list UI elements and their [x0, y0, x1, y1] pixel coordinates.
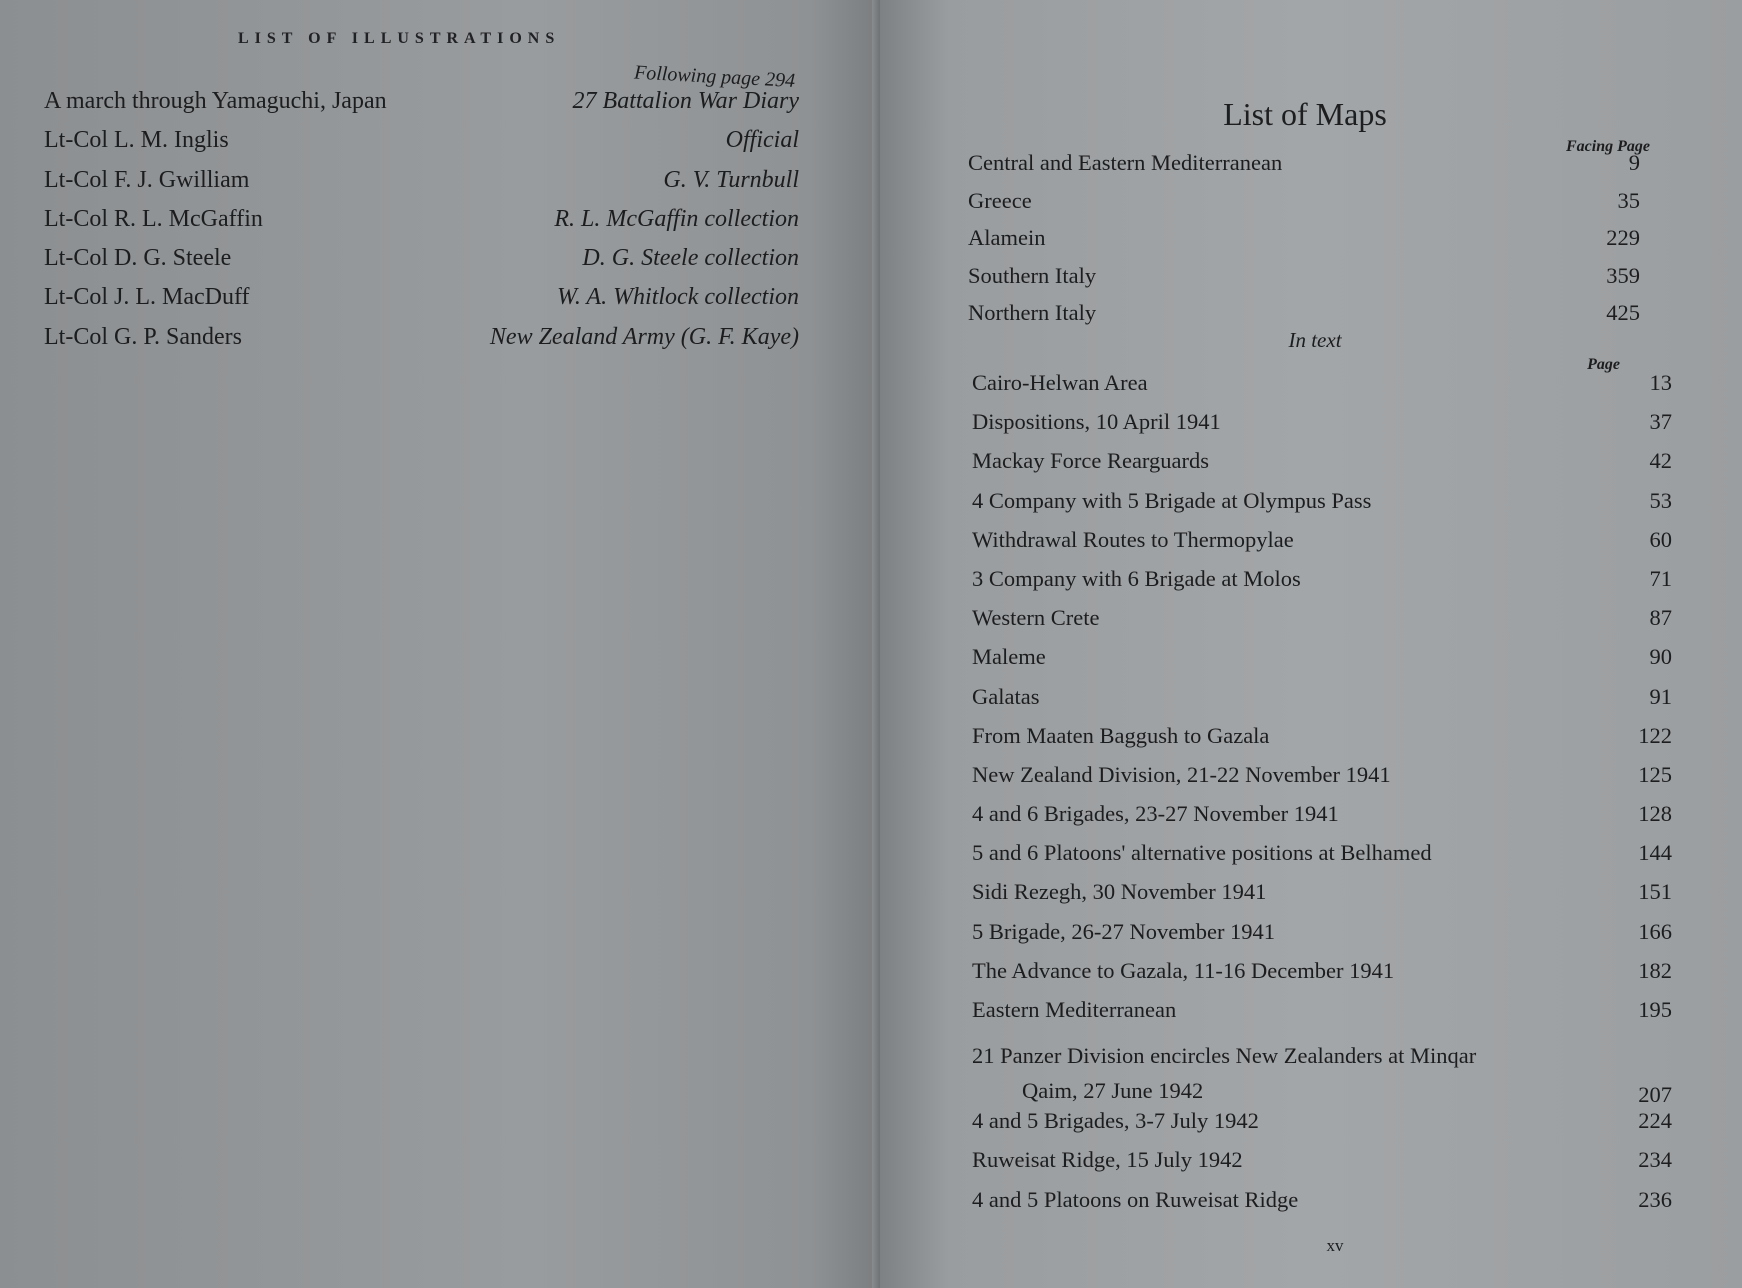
map-title: Southern Italy	[968, 262, 1097, 288]
list-item	[972, 762, 1672, 801]
illustrations-subheading: Following page 294	[633, 61, 796, 92]
in-text-maps-list	[972, 370, 1672, 1226]
map-page: 195	[1638, 997, 1672, 1022]
list-item	[972, 1187, 1672, 1226]
map-page: 236	[1638, 1186, 1672, 1212]
illustration-credit: G. V. Turnbull	[663, 166, 799, 193]
illustration-title: Lt-Col D. G. Steele	[44, 245, 232, 272]
illustration-title: A march through Yamaguchi, Japan	[44, 88, 387, 114]
list-item	[44, 127, 799, 166]
map-title: Eastern Mediterranean	[972, 997, 1177, 1022]
list-item	[968, 150, 1640, 188]
map-page: 125	[1638, 761, 1672, 787]
illustration-title: Lt-Col R. L. McGaffin	[44, 205, 263, 232]
illustration-credit: Official	[725, 127, 799, 154]
list-item	[972, 997, 1672, 1036]
map-page: 229	[1606, 225, 1640, 250]
list-item	[968, 263, 1640, 301]
map-title: 5 Brigade, 26-27 November 1941	[972, 918, 1276, 944]
map-title: Withdrawal Routes to Thermopylae	[972, 526, 1294, 552]
map-page: 53	[1649, 487, 1672, 513]
list-item	[972, 488, 1672, 527]
map-page: 37	[1649, 409, 1672, 435]
list-item	[972, 684, 1672, 723]
list-item	[972, 448, 1672, 487]
map-title: Mackay Force Rearguards	[972, 448, 1209, 474]
page-number: xv	[1326, 1236, 1344, 1255]
map-title-line1: 21 Panzer Division encircles New Zealanders at Minqar	[972, 1043, 1477, 1069]
illustration-credit: D. G. Steele collection	[582, 245, 799, 272]
map-title: Maleme	[972, 644, 1046, 670]
map-title: 4 and 5 Platoons on Ruweisat Ridge	[972, 1186, 1299, 1212]
facing-page-header: Facing Page	[1566, 138, 1650, 155]
illustration-title: Lt-Col L. M. Inglis	[44, 127, 229, 154]
list-item	[972, 1147, 1672, 1186]
map-title: From Maaten Baggush to Gazala	[972, 722, 1270, 748]
map-page: 91	[1649, 683, 1672, 709]
list-item	[972, 370, 1672, 409]
illustration-credit: 27 Battalion War Diary	[572, 88, 799, 114]
map-title: 4 and 6 Brigades, 23-27 November 1941	[972, 801, 1339, 827]
list-item	[972, 1036, 1672, 1108]
map-page: 71	[1649, 565, 1672, 591]
list-item	[44, 167, 799, 206]
map-title: 3 Company with 6 Brigade at Molos	[972, 565, 1301, 591]
list-item	[44, 245, 799, 284]
illustration-credit: W. A. Whitlock collection	[557, 284, 799, 311]
list-item	[968, 188, 1640, 226]
map-page: 359	[1606, 262, 1640, 288]
in-text-header: In text	[1288, 328, 1342, 352]
list-item	[44, 88, 799, 127]
map-page: 122	[1638, 722, 1672, 748]
facing-maps-list	[968, 150, 1640, 338]
map-page: 425	[1606, 300, 1640, 325]
list-item	[972, 527, 1672, 566]
map-page: 60	[1649, 526, 1672, 552]
map-page: 234	[1638, 1147, 1672, 1173]
illustration-title: Lt-Col F. J. Gwilliam	[44, 166, 250, 193]
map-page: 151	[1638, 879, 1672, 905]
list-item	[972, 801, 1672, 840]
map-page: 207	[1638, 1082, 1672, 1108]
map-page: 9	[1628, 150, 1640, 175]
map-title: Dispositions, 10 April 1941	[972, 409, 1221, 435]
list-item	[972, 1108, 1672, 1147]
map-title: 4 Company with 5 Brigade at Olympus Pass	[972, 487, 1372, 513]
list-item	[972, 879, 1672, 918]
list-item	[972, 919, 1672, 958]
map-title: Northern Italy	[968, 300, 1097, 325]
illustration-title: Lt-Col G. P. Sanders	[44, 323, 242, 350]
map-page: 144	[1638, 840, 1672, 866]
map-title: 4 and 5 Brigades, 3-7 July 1942	[972, 1108, 1259, 1134]
map-title: 5 and 6 Platoons' alternative positions at Belhamed	[972, 840, 1432, 866]
list-item	[44, 284, 799, 323]
map-title: Cairo-Helwan Area	[972, 370, 1148, 395]
map-title	[972, 1038, 1592, 1108]
illustration-title: Lt-Col J. L. MacDuff	[44, 284, 250, 311]
list-item	[44, 324, 799, 363]
list-item	[972, 958, 1672, 997]
map-page: 35	[1617, 187, 1640, 213]
map-page: 128	[1638, 801, 1672, 827]
illustrations-list	[44, 88, 799, 363]
map-title: Greece	[968, 187, 1032, 213]
map-page: 166	[1638, 918, 1672, 944]
map-title: Western Crete	[972, 605, 1100, 631]
map-page: 42	[1649, 448, 1672, 474]
list-item	[972, 605, 1672, 644]
list-item	[972, 566, 1672, 605]
maps-title: List of Maps	[1223, 96, 1387, 132]
list-item	[972, 644, 1672, 683]
illustrations-heading: LIST OF ILLUSTRATIONS	[238, 30, 561, 47]
map-page: 87	[1649, 605, 1672, 631]
map-title: Alamein	[968, 225, 1046, 250]
map-page: 182	[1638, 957, 1672, 983]
map-title: New Zealand Division, 21-22 November 1941	[972, 761, 1391, 787]
map-title: Central and Eastern Mediterranean	[968, 150, 1283, 175]
list-item	[972, 723, 1672, 762]
list-item	[972, 409, 1672, 448]
list-item	[968, 225, 1640, 263]
map-title: The Advance to Gazala, 11-16 December 1941	[972, 957, 1395, 983]
map-title-line2: Qaim, 27 June 1942	[1022, 1078, 1204, 1104]
map-page: 224	[1638, 1108, 1672, 1134]
list-item	[972, 840, 1672, 879]
map-page: 90	[1649, 644, 1672, 670]
illustration-credit: New Zealand Army (G. F. Kaye)	[489, 323, 799, 350]
list-item	[44, 206, 799, 245]
map-title: Sidi Rezegh, 30 November 1941	[972, 879, 1267, 905]
page-header: Page	[1587, 356, 1620, 373]
map-title: Ruweisat Ridge, 15 July 1942	[972, 1147, 1243, 1173]
map-title: Galatas	[972, 683, 1040, 709]
illustration-credit: R. L. McGaffin collection	[554, 205, 799, 232]
map-page: 13	[1649, 370, 1672, 395]
